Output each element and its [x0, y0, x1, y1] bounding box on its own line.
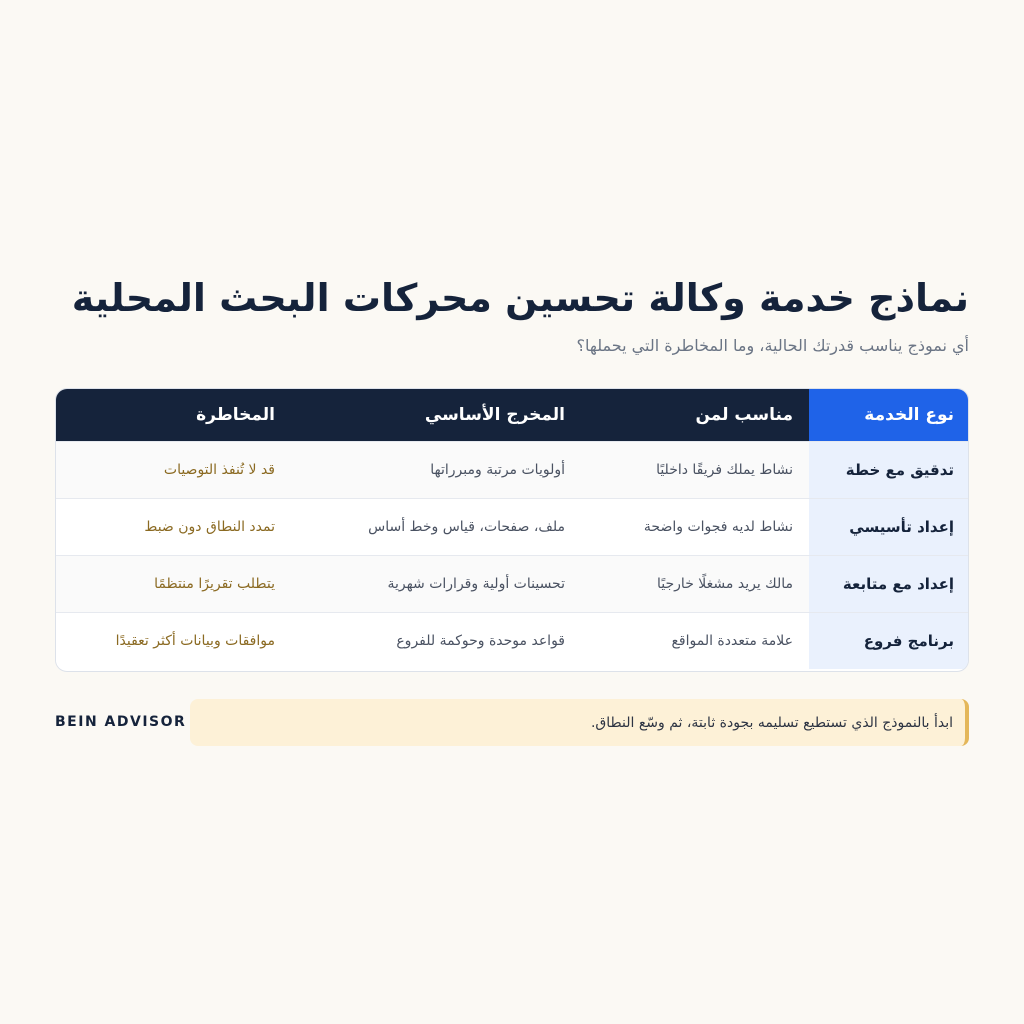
callout-note-text: ابدأ بالنموذج الذي تستطيع تسليمه بجودة ثابتة، ثم وسّع النطاق.	[590, 714, 953, 731]
callout-note	[190, 699, 969, 746]
table-row	[55, 612, 968, 669]
cell-service-type: إعداد تأسيسي	[809, 498, 968, 555]
cell-service-type: برنامج فروع	[809, 612, 968, 669]
cell-suitable-for: علامة متعددة المواقع	[579, 612, 809, 669]
cell-risk: قد لا تُنفذ التوصيات	[55, 441, 289, 498]
table-row	[55, 498, 968, 555]
brand-logo: BEIN ADVISOR	[55, 714, 187, 730]
cell-suitable-for: مالك يريد مشغلًا خارجيًا	[579, 555, 809, 612]
cell-suitable-for: نشاط لديه فجوات واضحة	[579, 498, 809, 555]
table-row	[55, 441, 968, 498]
page-subtitle: أي نموذج يناسب قدرتك الحالية، وما المخاطرة التي يحملها؟	[576, 336, 969, 355]
cell-risk: موافقات وبيانات أكثر تعقيدًا	[55, 612, 289, 669]
table-header-row	[55, 389, 968, 441]
cell-service-type: تدقيق مع خطة	[809, 441, 968, 498]
cell-service-type: إعداد مع متابعة	[809, 555, 968, 612]
service-models-table	[55, 388, 969, 672]
cell-main-output: ملف، صفحات، قياس وخط أساس	[289, 498, 579, 555]
page-title: نماذج خدمة وكالة تحسين محركات البحث المحلية	[71, 276, 969, 320]
cell-risk: تمدد النطاق دون ضبط	[55, 498, 289, 555]
column-header-service-type: نوع الخدمة	[809, 389, 968, 441]
cell-main-output: أولويات مرتبة ومبرراتها	[289, 441, 579, 498]
column-header-suitable-for: مناسب لمن	[579, 389, 809, 441]
cell-main-output: تحسينات أولية وقرارات شهرية	[289, 555, 579, 612]
cell-main-output: قواعد موحدة وحوكمة للفروع	[289, 612, 579, 669]
cell-risk: يتطلب تقريرًا منتظمًا	[55, 555, 289, 612]
column-header-main-output: المخرج الأساسي	[289, 389, 579, 441]
column-header-risk: المخاطرة	[55, 389, 289, 441]
table-row	[55, 555, 968, 612]
cell-suitable-for: نشاط يملك فريقًا داخليًا	[579, 441, 809, 498]
